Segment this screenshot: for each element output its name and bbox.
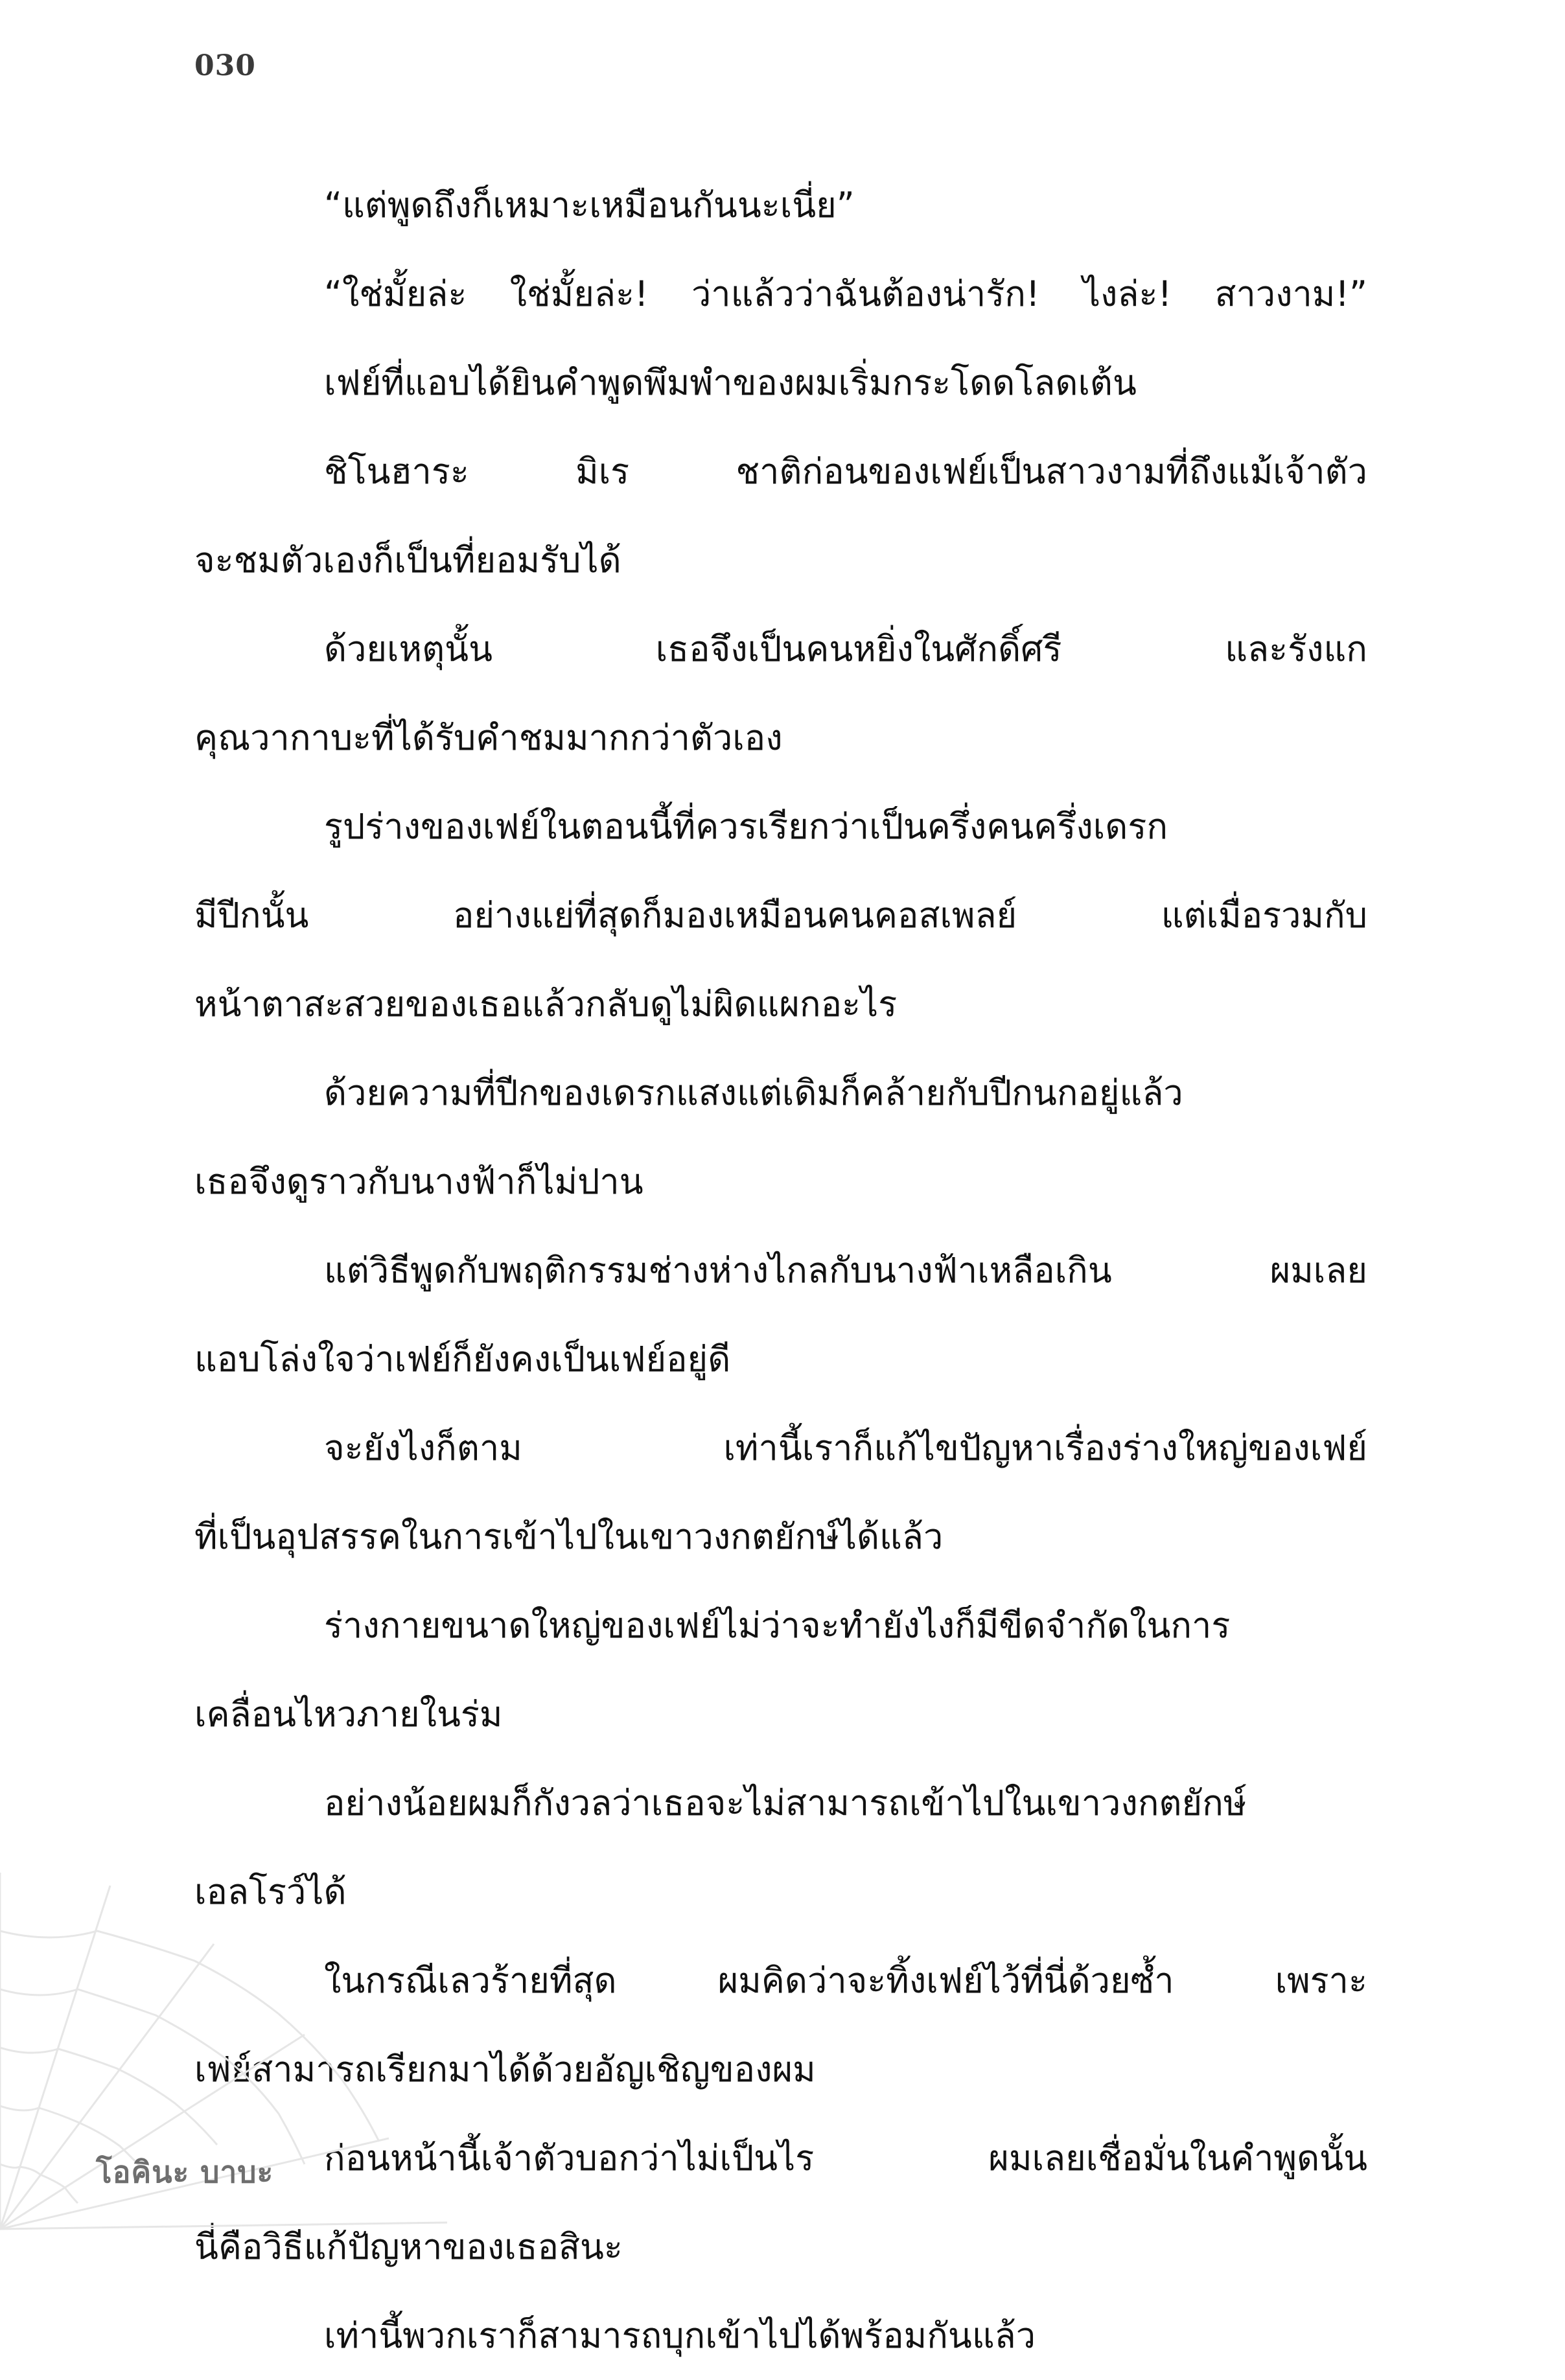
text-line: มีปีกนั้น อย่างแย่ที่สุดก็มองเหมือนคนคอสเพลย์ แต่เมื่อรวมกับ [194,895,1367,936]
footer-author: โอคินะ บาบะ [96,2155,274,2189]
body-text [194,161,1367,2380]
text-line: เท่านี้พวกเราก็สามารถบุกเข้าไปได้พร้อมกันแล้ว [324,2315,1036,2356]
text-line: เฟย์สามารถเรียกมาได้ด้วยอัญเชิญของผม [194,2049,816,2090]
text-line: “ใช่มั้ยล่ะ ใช่มั้ยล่ะ! ว่าแล้วว่าฉันต้องน่ารัก! ไงล่ะ! สาวงาม!” [324,273,1367,314]
text-line: แต่วิธีพูดกับพฤติกรรมช่างห่างไกลกับนางฟ้าเหลือเกิน ผมเลย [324,1250,1367,1291]
text-line: แอบโล่งใจว่าเฟย์ก็ยังคงเป็นเฟย์อยู่ดี [194,1339,731,1380]
text-line: จะยังไงก็ตาม เท่านี้เราก็แก้ไขปัญหาเรื่องร่างใหญ่ของเฟย์ [324,1427,1367,1468]
text-line: ร่างกายขนาดใหญ่ของเฟย์ไม่ว่าจะทำยังไงก็มีขีดจำกัดในการ [324,1605,1231,1646]
text-line: ก่อนหน้านี้เจ้าตัวบอกว่าไม่เป็นไร ผมเลยเชื่อมั่นในคำพูดนั้น [324,2138,1367,2178]
text-line: เฟย์ที่แอบได้ยินคำพูดพึมพำของผมเริ่มกระโดดโลดเต้น [324,362,1137,403]
text-line: จะชมตัวเองก็เป็นที่ยอมรับได้ [194,540,621,581]
text-line: ด้วยความที่ปีกของเดรกแสงแต่เดิมก็คล้ายกับปีกนกอยู่แล้ว [324,1072,1183,1113]
text-line: อย่างน้อยผมก็กังวลว่าเธอจะไม่สามารถเข้าไปในเขาวงกตยักษ์ [324,1783,1247,1823]
text-line: เอลโรว์ได้ [194,1871,347,1912]
text-line: “แต่พูดถึงก็เหมาะเหมือนกันนะเนี่ย” [324,185,855,225]
text-line: นี่คือวิธีแก้ปัญหาของเธอสินะ [194,2226,623,2267]
text-line: ในกรณีเลวร้ายที่สุด ผมคิดว่าจะทิ้งเฟย์ไว้ที่นี่ด้วยซ้ำ เพราะ [324,1960,1367,2001]
text-line: เธอจึงดูราวกับนางฟ้าก็ไม่ปาน [194,1161,643,1202]
page-number: 030 [194,49,256,82]
text-line: ด้วยเหตุนั้น เธอจึงเป็นคนหยิ่งในศักดิ์ศรี และรังแก [324,629,1367,669]
text-line: รูปร่างของเฟย์ในตอนนี้ที่ควรเรียกว่าเป็นครึ่งคนครึ่งเดรก [324,806,1168,847]
text-line: คุณวากาบะที่ได้รับคำชมมากกว่าตัวเอง [194,717,783,758]
text-line: ชิโนฮาระ มิเร ชาติก่อนของเฟย์เป็นสาวงามที่ถึงแม้เจ้าตัว [324,451,1367,492]
text-line: ที่เป็นอุปสรรคในการเข้าไปในเขาวงกตยักษ์ได้แล้ว [194,1516,944,1557]
text-line: เคลื่อนไหวภายในร่ม [194,1694,503,1735]
text-line: หน้าตาสะสวยของเธอแล้วกลับดูไม่ผิดแผกอะไร [194,984,898,1024]
